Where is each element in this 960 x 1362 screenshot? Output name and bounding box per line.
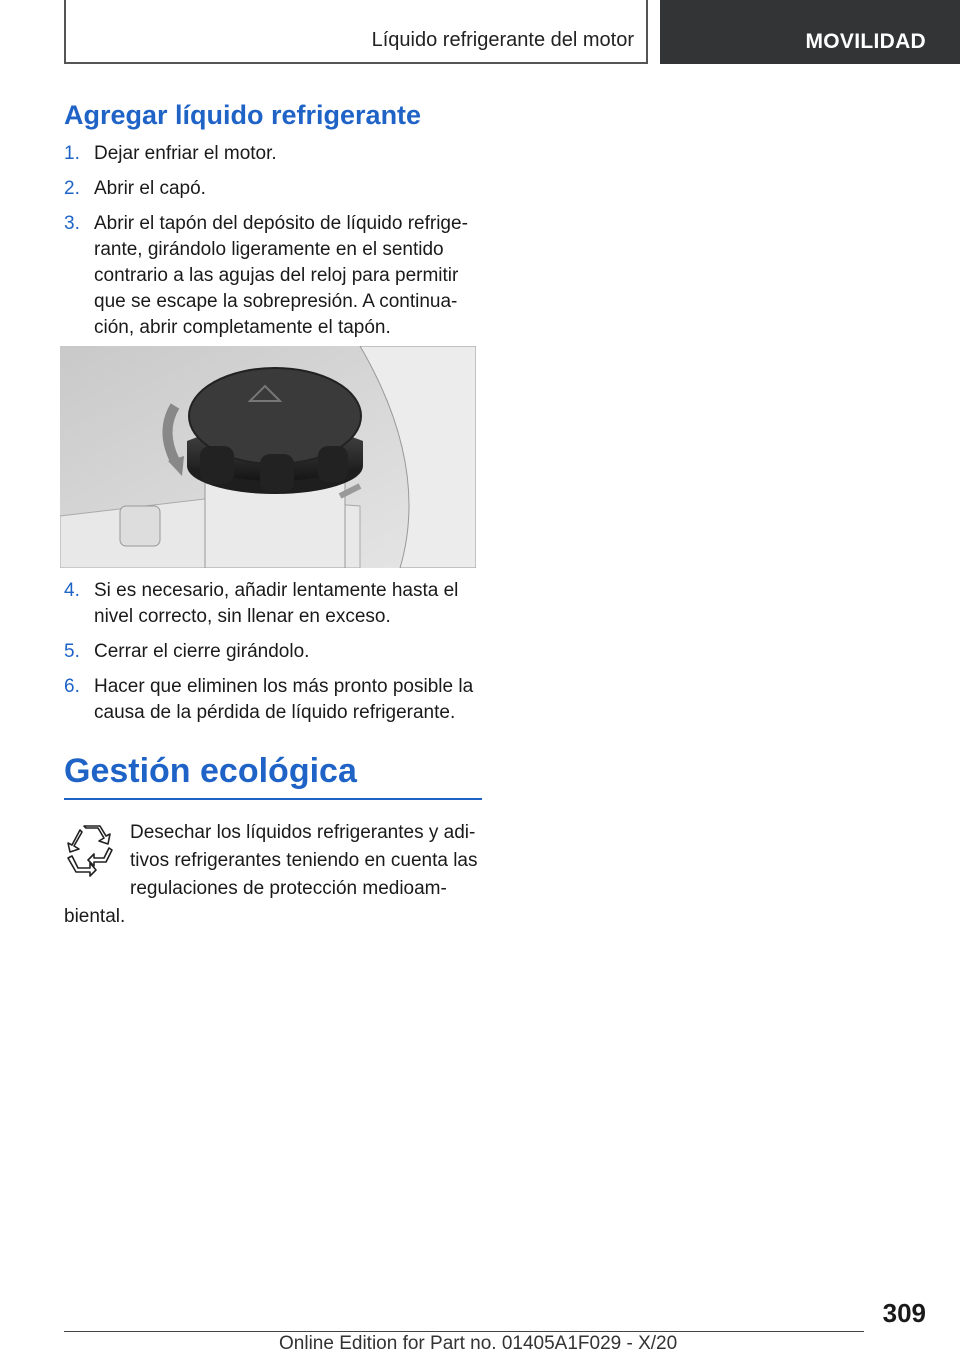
step-number: 2. [64, 178, 80, 199]
section-label: MOVILIDAD [805, 30, 926, 53]
step-text: Abrir el tapón del depósito de líquido refrige-rante, girándolo ligeramente en el sentido contrario a las agujas del reloj para permitir que se escape la sobrepresión. A continua-ción, abrir completamente el tapón. [94, 213, 468, 338]
heading-eco-management: Gestión ecológica [64, 752, 357, 790]
step-text: Abrir el capó. [94, 178, 206, 199]
steps-list-part1 [64, 141, 484, 350]
step-item [64, 211, 484, 341]
step-text: Dejar enfriar el motor. [94, 143, 277, 164]
coolant-cap-photo [60, 346, 476, 568]
icon-spacer [64, 819, 130, 897]
page-number: 309 [882, 1298, 926, 1328]
step-number: 3. [64, 213, 80, 234]
heading-underline [64, 798, 482, 800]
step-text: Hacer que eliminen los más pronto posible la causa de la pérdida de líquido refrigerante. [94, 676, 474, 723]
step-item [64, 578, 484, 630]
footer-edition: Online Edition for Part no. 01405A1F029 - X/20 [279, 1333, 678, 1354]
eco-paragraph [64, 819, 480, 931]
step-item [64, 141, 484, 167]
step-number: 6. [64, 676, 80, 697]
footer-rule [64, 1331, 864, 1332]
chapter-title: Líquido refrigerante del motor [371, 29, 634, 51]
header-chapter-box [64, 0, 648, 64]
step-item [64, 674, 484, 726]
step-item [64, 639, 484, 665]
step-number: 4. [64, 580, 80, 601]
eco-text: Desechar los líquidos refrigerantes y adi-tivos refrigerantes teniendo en cuenta las regulaciones de protección medioam-biental. [64, 822, 478, 927]
step-text: Cerrar el cierre girándolo. [94, 641, 310, 662]
step-number: 1. [64, 143, 80, 164]
coolant-cap-illustration [60, 346, 476, 568]
step-item [64, 176, 484, 202]
step-text: Si es necesario, añadir lentamente hasta el nivel correcto, sin llenar en exceso. [94, 580, 459, 627]
steps-list-part2 [64, 578, 484, 735]
step-number: 5. [64, 641, 80, 662]
heading-add-coolant: Agregar líquido refrigerante [64, 100, 422, 130]
header-section-tab [660, 0, 960, 64]
